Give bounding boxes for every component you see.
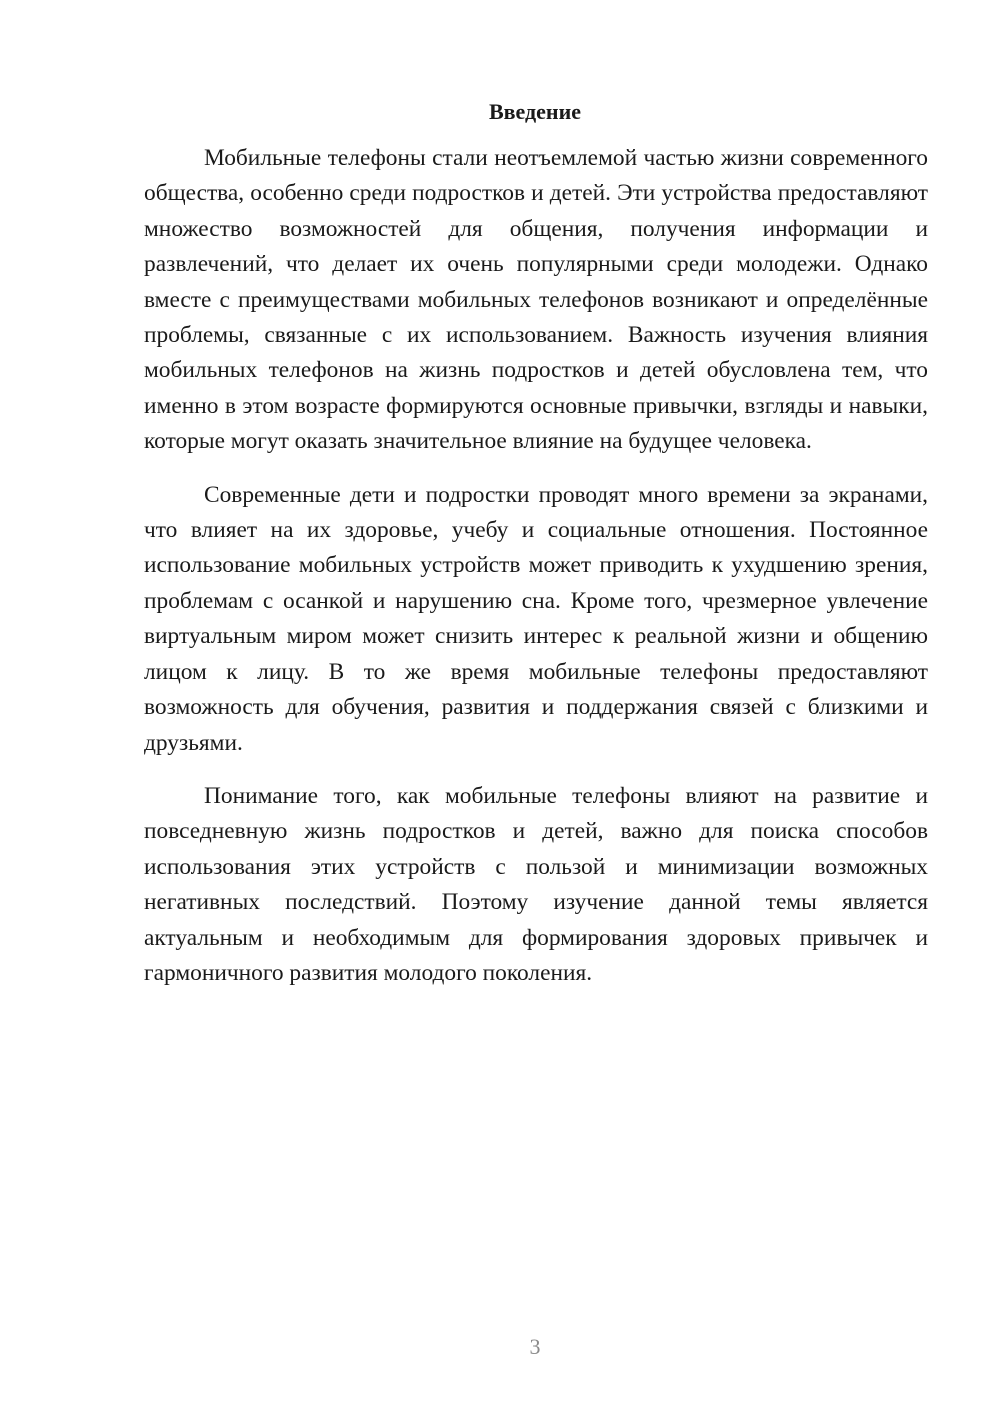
section-title: Введение bbox=[488, 99, 582, 124]
paragraph-3: Понимание того, как мобильные телефоны влияют на развитие и повседневную жизнь подростков и детей, важно для поиска способов использования этих устройств с пользой и минимизации возможных негативных последствий. Поэтому изучение данной темы является актуальным и необходимым для формирования здоровых привычек и гармоничного развития молодого поколения. bbox=[144, 782, 928, 986]
document-body bbox=[144, 141, 928, 991]
page-number: 3 bbox=[529, 1334, 541, 1359]
paragraph-1: Мобильные телефоны стали неотъемлемой частью жизни современного общества, особенно среди подростков и детей. Эти устройства предоставляют множество возможностей для общения, получения информации и развлечений, что делает их очень популярными среди молодежи. Однако вместе с преимуществами мобильных телефонов возникают и определённые проблемы, связанные с их использованием. Важность изучения влияния мобильных телефонов на жизнь подростков и детей обусловлена тем, что именно в этом возрасте формируются основные привычки, взгляды и навыки, которые могут оказать значительное влияние на будущее человека. bbox=[144, 145, 928, 455]
paragraph-2: Современные дети и подростки проводят много времени за экранами, что влияет на их здоровье, учебу и социальные отношения. Постоянное использование мобильных устройств может приводить к ухудшению зрения, проблемам с осанкой и нарушению сна. Кроме того, чрезмерное увлечение виртуальным миром может снизить интерес к реальной жизни и общению лицом к лицу. В то же время мобильные телефоны предоставляют возможность для обучения, развития и поддержания связей с близкими и друзьями. bbox=[144, 481, 928, 756]
